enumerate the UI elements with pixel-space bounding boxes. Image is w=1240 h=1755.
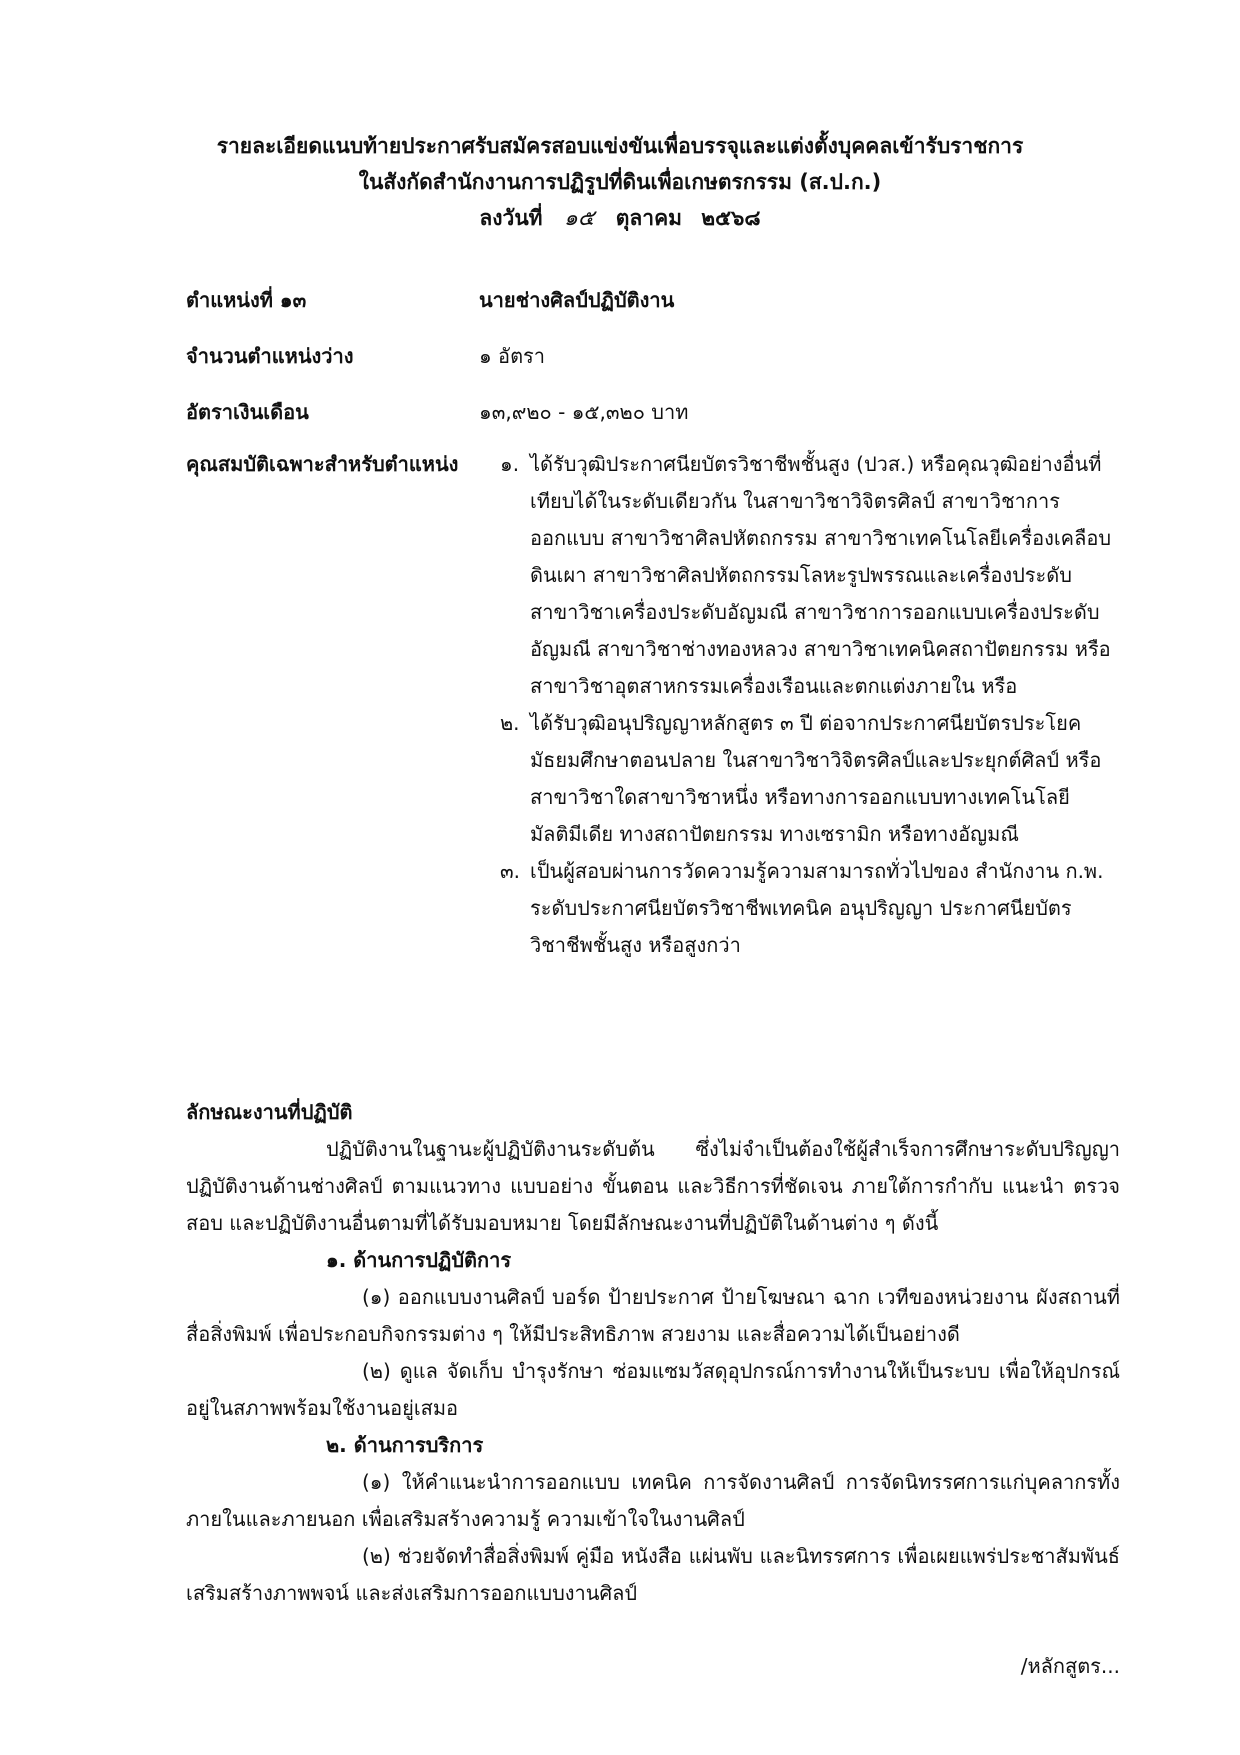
position-label: ตำแหน่งที่ ๑๓ [186, 288, 307, 312]
date-month: ตุลาคม [615, 206, 682, 230]
continued-marker: /หลักสูตร... [1020, 1654, 1120, 1678]
salary-value: ๑๓,๙๒๐ - ๑๕,๓๒๐ บาท [479, 400, 689, 424]
header-date-line [0, 200, 1240, 236]
operations-heading: ๑. ด้านการปฏิบัติการ [326, 1248, 512, 1272]
position-value: นายช่างศิลป์ปฏิบัติงาน [479, 288, 675, 312]
qualification-number: ๒. [500, 711, 520, 735]
operations-item: (๑) ออกแบบงานศิลป์ บอร์ด ป้ายประกาศ ป้ายโฆษณา ฉาก เวทีของหน่วยงาน ผังสถานที่ สื่อสิ่งพิมพ์ เพื่อประกอบกิจกรรมต่าง ๆ ให้มีประสิทธิภาพ สวยงาม และสื่อความได้เป็นอย่างดี [186, 1285, 1120, 1346]
qualification-item [500, 705, 1120, 853]
qualification-item [500, 446, 1120, 705]
document-header [0, 128, 1240, 236]
qualification-text: ได้รับวุฒิประกาศนียบัตรวิชาชีพชั้นสูง (ปวส.) หรือคุณวุฒิอย่างอื่นที่เทียบได้ในระดับเดียวกัน ในสาขาวิชาวิจิตรศิลป์ สาขาวิชาการออกแบบ สาขาวิชาศิลปหัตถกรรม สาขาวิชาเทคโนโลยีเครื่องเคลือบดินเผา สาขาวิชาศิลปหัตถกรรมโลหะรูปพรรณและเครื่องประดับ สาขาวิชาเครื่องประดับอัญมณี สาขาวิชาการออกแบบเครื่องประดับอัญมณี สาขาวิชาช่างทองหลวง สาขาวิชาเทคนิคสถาปัตยกรรม หรือสาขาวิชาอุตสาหกรรมเครื่องเรือนและตกแต่งภายใน หรือ [530, 452, 1112, 698]
salary-label: อัตราเงินเดือน [186, 400, 309, 424]
qualifications-list [500, 446, 1120, 964]
qualification-number: ๓. [500, 859, 521, 883]
vacancy-label: จำนวนตำแหน่งว่าง [186, 344, 354, 368]
services-item: (๑) ให้คำแนะนำการออกแบบ เทคนิค การจัดงานศิลป์ การจัดนิทรรศการแก่บุคลากรทั้งภายในและภายนอก เพื่อเสริมสร้างความรู้ ความเข้าใจในงานศิลป์ [186, 1470, 1120, 1531]
operations-item: (๒) ดูแล จัดเก็บ บำรุงรักษา ซ่อมแซมวัสดุอุปกรณ์การทำงานให้เป็นระบบ เพื่อให้อุปกรณ์อยู่ในสภาพพร้อมใช้งานอยู่เสมอ [186, 1359, 1120, 1420]
vacancy-value: ๑ อัตรา [479, 344, 546, 368]
qualification-number: ๑. [500, 452, 520, 476]
header-title-line-2: ในสังกัดสำนักงานการปฏิรูปที่ดินเพื่อเกษตรกรรม (ส.ป.ก.) [358, 170, 882, 194]
date-day: ๑๕ [563, 206, 595, 231]
job-nature-intro: ปฏิบัติงานในฐานะผู้ปฏิบัติงานระดับต้น ซึ่งไม่จำเป็นต้องใช้ผู้สำเร็จการศึกษาระดับปริญญา ปฏิบัติงานด้านช่างศิลป์ ตามแนวทาง แบบอย่าง ขั้นตอน และวิธีการที่ชัดเจน ภายใต้การกำกับ แนะนำ ตรวจสอบ และปฏิบัติงานอื่นตามที่ได้รับมอบหมาย โดยมีลักษณะงานที่ปฏิบัติในด้านต่าง ๆ ดังนี้ [186, 1137, 1120, 1235]
header-title-line-1: รายละเอียดแนบท้ายประกาศรับสมัครสอบแข่งขันเพื่อบรรจุและแต่งตั้งบุคคลเข้ารับราชการ [216, 134, 1024, 158]
services-heading: ๒. ด้านการบริการ [326, 1433, 484, 1457]
job-nature-section [186, 1094, 1120, 1612]
date-year: ๒๕๖๘ [701, 206, 761, 230]
services-item: (๒) ช่วยจัดทำสื่อสิ่งพิมพ์ คู่มือ หนังสือ แผ่นพับ และนิทรรศการ เพื่อเผยแพร่ประชาสัมพันธ์เสริมสร้างภาพพจน์ และส่งเสริมการออกแบบงานศิลป์ [186, 1544, 1120, 1605]
job-nature-title: ลักษณะงานที่ปฏิบัติ [186, 1100, 353, 1124]
qualifications-label: คุณสมบัติเฉพาะสำหรับตำแหน่ง [186, 452, 459, 476]
qualification-text: ได้รับวุฒิอนุปริญญาหลักสูตร ๓ ปี ต่อจากประกาศนียบัตรประโยคมัธยมศึกษาตอนปลาย ในสาขาวิชาวิจิตรศิลป์และประยุกต์ศิลป์ หรือสาขาวิชาใดสาขาวิชาหนึ่ง หรือทางการออกแบบทางเทคโนโลยีมัลติมีเดีย ทางสถาปัตยกรรม ทางเซรามิก หรือทางอัญมณี [530, 711, 1102, 846]
qualification-item [500, 853, 1120, 964]
date-prefix: ลงวันที่ [479, 206, 543, 230]
qualification-text: เป็นผู้สอบผ่านการวัดความรู้ความสามารถทั่วไปของ สำนักงาน ก.พ. ระดับประกาศนียบัตรวิชาชีพเทคนิค อนุปริญญา ประกาศนียบัตรวิชาชีพชั้นสูง หรือสูงกว่า [530, 859, 1104, 957]
